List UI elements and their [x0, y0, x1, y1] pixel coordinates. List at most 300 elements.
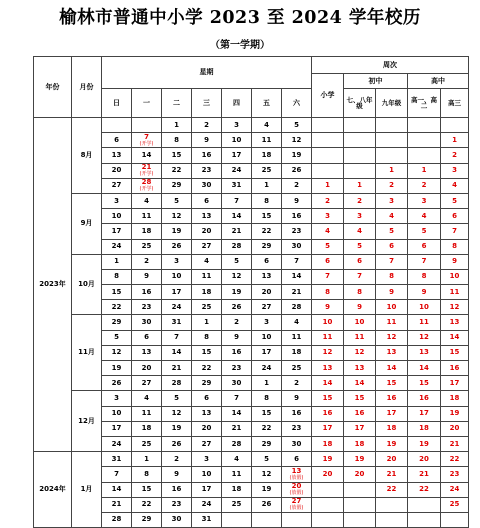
day-number: 9	[204, 135, 209, 144]
day-number: 27	[201, 439, 212, 448]
week-number-cell: 12	[408, 330, 441, 345]
week-number-cell: 12	[376, 330, 408, 345]
day-cell	[252, 406, 282, 421]
week-number-cell: 4	[376, 209, 408, 224]
week-number-cell: 16	[312, 406, 344, 421]
week-number-cell: 16	[344, 406, 376, 421]
day-number: 22	[201, 363, 212, 372]
day-number: 19	[171, 226, 182, 235]
week-number-cell: 11	[376, 315, 408, 330]
day-cell	[192, 467, 222, 482]
day-cell	[192, 315, 222, 330]
day-number: 31	[201, 515, 212, 524]
week-number-cell: 10	[408, 300, 441, 315]
day-cell	[282, 285, 312, 300]
day-cell	[192, 269, 222, 284]
weekday-fri: 五	[252, 89, 282, 118]
week-number-cell	[344, 118, 376, 133]
week-number-cell: 15	[312, 391, 344, 406]
day-cell	[162, 163, 192, 178]
day-number: 4	[204, 257, 209, 266]
week-number-cell: 2	[441, 148, 469, 163]
day-cell	[252, 209, 282, 224]
day-number: 7	[234, 393, 239, 402]
day-number: 9	[144, 272, 149, 281]
day-number: 3	[114, 196, 119, 205]
day-cell	[252, 391, 282, 406]
week-number-cell: 7	[376, 254, 408, 269]
day-cell	[282, 118, 312, 133]
week-number-cell: 7	[344, 269, 376, 284]
day-number: 23	[171, 500, 182, 509]
day-number: 19	[261, 485, 272, 494]
day-number: 23	[291, 226, 302, 235]
day-number: 16	[201, 150, 212, 159]
day-cell	[282, 269, 312, 284]
day-cell	[252, 376, 282, 391]
day-cell	[222, 300, 252, 315]
week-number-cell: 8	[312, 285, 344, 300]
day-number: 1	[204, 318, 209, 327]
week-number-cell: 3	[344, 209, 376, 224]
week-number-cell: 15	[408, 376, 441, 391]
week-number-cell: 7	[441, 224, 469, 239]
day-cell	[282, 163, 312, 178]
day-cell	[252, 193, 282, 208]
day-cell	[162, 421, 192, 436]
day-cell	[132, 482, 162, 497]
day-number: 18	[231, 485, 242, 494]
day-cell	[102, 285, 132, 300]
day-number: 25	[201, 302, 212, 311]
day-cell	[192, 436, 222, 451]
week-number-cell: 15	[376, 376, 408, 391]
day-number: 30	[171, 515, 182, 524]
week-number-cell: 6	[441, 209, 469, 224]
week-number-cell: 8	[441, 239, 469, 254]
day-number: 8	[174, 135, 179, 144]
day-number: 31	[171, 318, 182, 327]
calendar-week-row	[34, 118, 469, 133]
day-cell	[162, 269, 192, 284]
week-number-cell: 5	[408, 224, 441, 239]
day-number: 18	[261, 150, 272, 159]
day-cell	[102, 421, 132, 436]
day-number: 29	[261, 242, 272, 251]
week-number-cell: 3	[312, 209, 344, 224]
week-number-cell: 2	[408, 178, 441, 193]
day-number: 16	[171, 485, 182, 494]
day-number: 16	[291, 409, 302, 418]
day-number: 4	[294, 318, 299, 327]
week-number-cell: 16	[441, 361, 469, 376]
day-cell	[222, 163, 252, 178]
day-number: 14	[231, 211, 242, 220]
day-number: 22	[141, 500, 152, 509]
week-number-cell: 12	[344, 345, 376, 360]
week-number-cell: 22	[376, 482, 408, 497]
day-cell	[252, 467, 282, 482]
day-number: 12	[111, 348, 122, 357]
day-cell	[132, 497, 162, 512]
week-number-cell: 4	[312, 224, 344, 239]
week-number-cell: 4	[408, 209, 441, 224]
day-number: 26	[291, 166, 302, 175]
grade78-header: 七、八年级	[344, 89, 376, 118]
week-number-cell	[408, 512, 441, 527]
day-cell	[192, 239, 222, 254]
day-cell	[282, 376, 312, 391]
day-cell	[102, 467, 132, 482]
day-cell	[252, 452, 282, 467]
week-number-cell: 14	[408, 361, 441, 376]
day-number: 15	[111, 287, 122, 296]
day-cell	[282, 178, 312, 193]
week-number-cell: 13	[441, 315, 469, 330]
week-number-cell: 1	[441, 133, 469, 148]
day-number: 11	[141, 409, 152, 418]
month-cell: 9月	[72, 193, 102, 254]
year-cell: 2024年	[34, 452, 72, 528]
day-cell	[102, 224, 132, 239]
weekday-sat: 六	[282, 89, 312, 118]
day-number: 6	[294, 454, 299, 463]
day-cell	[222, 239, 252, 254]
month-header: 月份	[72, 57, 102, 118]
day-cell	[282, 239, 312, 254]
day-number: 3	[204, 454, 209, 463]
week-number-cell	[441, 118, 469, 133]
week-number-cell: 20	[376, 452, 408, 467]
calendar-week-row	[34, 315, 469, 330]
day-number: 7	[114, 469, 119, 478]
page-subtitle: （第一学期）	[210, 40, 270, 51]
day-cell	[132, 512, 162, 527]
day-number: 1	[264, 181, 269, 190]
day-number: 28	[141, 178, 152, 187]
day-number: 11	[261, 135, 272, 144]
week-number-cell: 1	[408, 163, 441, 178]
week-number-cell: 13	[344, 361, 376, 376]
day-number: 27	[111, 181, 122, 190]
day-number: 11	[231, 469, 242, 478]
day-cell	[162, 239, 192, 254]
day-number: 5	[174, 196, 179, 205]
day-cell	[252, 133, 282, 148]
week-number-cell	[344, 148, 376, 163]
week-number-cell: 6	[376, 239, 408, 254]
week-number-cell: 4	[441, 178, 469, 193]
day-number: 16	[141, 287, 152, 296]
day-cell	[162, 482, 192, 497]
day-number: 2	[294, 378, 299, 387]
month-cell: 1月	[72, 452, 102, 528]
week-number-cell: 19	[441, 406, 469, 421]
day-number: 24	[201, 500, 212, 509]
day-number: 20	[141, 363, 152, 372]
day-number: 29	[111, 318, 122, 327]
day-number: 1	[174, 120, 179, 129]
week-number-cell: 5	[376, 224, 408, 239]
calendar-table-wrap	[33, 56, 462, 524]
week-number-cell: 20	[408, 452, 441, 467]
day-number: 12	[231, 272, 242, 281]
week-number-cell: 7	[408, 254, 441, 269]
week-number-cell: 22	[441, 452, 469, 467]
day-cell	[162, 391, 192, 406]
day-cell	[222, 421, 252, 436]
week-number-cell: 20	[312, 467, 344, 482]
day-number: 8	[114, 272, 119, 281]
week-number-cell: 1	[376, 163, 408, 178]
day-number: 12	[171, 211, 182, 220]
day-number: 23	[141, 302, 152, 311]
day-annotation: (放假)	[289, 474, 304, 481]
day-cell	[192, 452, 222, 467]
senior-header: 高中	[408, 74, 469, 89]
weekday-wed: 三	[192, 89, 222, 118]
week-number-cell	[344, 163, 376, 178]
day-number: 3	[264, 318, 269, 327]
day-cell	[252, 345, 282, 360]
day-annotation: (放假)	[289, 505, 304, 512]
day-number: 27	[201, 242, 212, 251]
week-number-cell	[408, 497, 441, 512]
day-number: 5	[174, 393, 179, 402]
day-number: 22	[111, 302, 122, 311]
day-number: 28	[111, 515, 122, 524]
day-cell	[102, 148, 132, 163]
day-number: 3	[174, 257, 179, 266]
day-cell	[192, 285, 222, 300]
week-number-cell: 6	[408, 239, 441, 254]
day-number: 4	[144, 196, 149, 205]
day-number: 11	[201, 272, 212, 281]
week-number-cell: 1	[344, 178, 376, 193]
day-cell	[132, 391, 162, 406]
day-cell	[162, 209, 192, 224]
day-number: 9	[294, 393, 299, 402]
month-cell: 11月	[72, 315, 102, 391]
day-cell	[132, 285, 162, 300]
week-number-header: 周次	[312, 57, 469, 74]
day-cell	[252, 254, 282, 269]
day-cell	[162, 224, 192, 239]
week-number-cell	[408, 133, 441, 148]
day-number: 25	[141, 242, 152, 251]
day-number: 1	[144, 454, 149, 463]
week-number-cell: 17	[312, 421, 344, 436]
day-cell	[252, 269, 282, 284]
day-cell	[162, 345, 192, 360]
week-number-cell: 8	[344, 285, 376, 300]
week-number-cell: 17	[408, 406, 441, 421]
day-cell	[222, 497, 252, 512]
day-number: 26	[171, 439, 182, 448]
day-cell	[252, 436, 282, 451]
day-number: 1	[264, 378, 269, 387]
day-number: 2	[144, 257, 149, 266]
day-cell	[222, 178, 252, 193]
day-cell	[252, 239, 282, 254]
week-number-cell: 3	[441, 163, 469, 178]
day-number: 15	[201, 348, 212, 357]
day-cell	[282, 209, 312, 224]
day-cell	[222, 133, 252, 148]
day-cell	[162, 315, 192, 330]
day-cell	[192, 361, 222, 376]
day-number: 14	[141, 150, 152, 159]
day-annotation: (放假)	[289, 490, 304, 497]
day-cell	[252, 361, 282, 376]
day-cell	[192, 330, 222, 345]
week-number-cell	[408, 118, 441, 133]
day-cell	[102, 452, 132, 467]
day-number: 7	[294, 257, 299, 266]
week-number-cell: 10	[441, 269, 469, 284]
day-number: 20	[261, 287, 272, 296]
day-cell	[162, 300, 192, 315]
calendar-week-row	[34, 193, 469, 208]
week-number-cell	[376, 512, 408, 527]
day-cell	[162, 376, 192, 391]
week-number-cell: 19	[312, 452, 344, 467]
day-cell	[282, 452, 312, 467]
week-number-cell: 16	[376, 391, 408, 406]
day-cell	[162, 118, 192, 133]
day-cell	[162, 330, 192, 345]
day-cell	[222, 148, 252, 163]
calendar-week-row	[34, 391, 469, 406]
week-number-cell: 8	[408, 269, 441, 284]
day-cell	[192, 482, 222, 497]
day-number: 7	[234, 196, 239, 205]
day-cell	[132, 406, 162, 421]
week-number-cell: 16	[408, 391, 441, 406]
week-number-cell: 6	[344, 254, 376, 269]
week-number-cell	[376, 148, 408, 163]
day-cell	[162, 406, 192, 421]
day-number: 2	[234, 318, 239, 327]
day-cell	[132, 178, 162, 193]
day-cell	[252, 421, 282, 436]
day-number: 10	[111, 211, 122, 220]
day-number: 28	[231, 242, 242, 251]
day-cell	[222, 361, 252, 376]
day-number: 17	[261, 348, 272, 357]
day-cell	[192, 224, 222, 239]
week-number-cell: 17	[344, 421, 376, 436]
week-number-cell: 5	[344, 239, 376, 254]
day-cell	[252, 148, 282, 163]
week-number-cell	[312, 163, 344, 178]
year-cell: 2023年	[34, 118, 72, 452]
week-number-cell: 11	[312, 330, 344, 345]
week-number-cell	[312, 133, 344, 148]
day-cell	[282, 482, 312, 497]
day-cell	[102, 163, 132, 178]
day-cell	[222, 285, 252, 300]
day-cell	[222, 452, 252, 467]
day-number: 9	[294, 196, 299, 205]
day-cell	[162, 193, 192, 208]
week-number-cell: 12	[441, 300, 469, 315]
day-number: 27	[291, 497, 302, 506]
day-cell	[162, 452, 192, 467]
day-cell	[192, 300, 222, 315]
week-number-cell: 4	[344, 224, 376, 239]
weekday-sun: 日	[102, 89, 132, 118]
day-cell	[252, 178, 282, 193]
day-number: 21	[231, 424, 242, 433]
day-number: 18	[291, 348, 302, 357]
day-number: 15	[261, 409, 272, 418]
day-number: 20	[291, 482, 302, 491]
day-number: 17	[111, 424, 122, 433]
weekday-group-header: 星期	[102, 57, 312, 89]
day-cell	[282, 315, 312, 330]
week-number-cell: 7	[312, 269, 344, 284]
day-number: 28	[291, 302, 302, 311]
week-number-cell: 14	[312, 376, 344, 391]
primary-header: 小学	[312, 74, 344, 118]
day-number: 23	[201, 166, 212, 175]
day-cell	[282, 361, 312, 376]
day-number: 31	[231, 181, 242, 190]
day-cell	[102, 315, 132, 330]
day-cell	[282, 512, 312, 527]
day-number: 5	[264, 454, 269, 463]
day-number: 10	[261, 333, 272, 342]
day-cell	[132, 330, 162, 345]
day-cell	[102, 406, 132, 421]
day-number: 17	[231, 150, 242, 159]
school-calendar-table	[33, 56, 469, 528]
week-number-cell: 10	[376, 300, 408, 315]
day-number: 15	[261, 211, 272, 220]
day-number: 8	[264, 393, 269, 402]
day-number: 25	[231, 500, 242, 509]
day-cell	[252, 330, 282, 345]
day-number: 14	[111, 485, 122, 494]
day-cell	[132, 254, 162, 269]
week-number-cell: 20	[344, 467, 376, 482]
day-number: 23	[291, 424, 302, 433]
week-number-cell: 14	[441, 330, 469, 345]
day-cell	[252, 482, 282, 497]
week-number-cell: 18	[441, 391, 469, 406]
day-cell	[102, 118, 132, 133]
week-number-cell	[376, 133, 408, 148]
day-cell	[252, 315, 282, 330]
week-number-cell: 24	[441, 482, 469, 497]
day-cell	[192, 133, 222, 148]
day-cell	[132, 421, 162, 436]
day-number: 26	[261, 500, 272, 509]
week-number-cell: 19	[344, 452, 376, 467]
day-cell	[192, 193, 222, 208]
day-cell	[102, 133, 132, 148]
day-cell	[192, 178, 222, 193]
day-number: 10	[201, 469, 212, 478]
day-number: 19	[171, 424, 182, 433]
day-cell	[192, 148, 222, 163]
week-number-cell	[312, 148, 344, 163]
day-cell	[282, 133, 312, 148]
day-cell	[282, 421, 312, 436]
day-number: 25	[141, 439, 152, 448]
week-number-cell: 21	[408, 467, 441, 482]
